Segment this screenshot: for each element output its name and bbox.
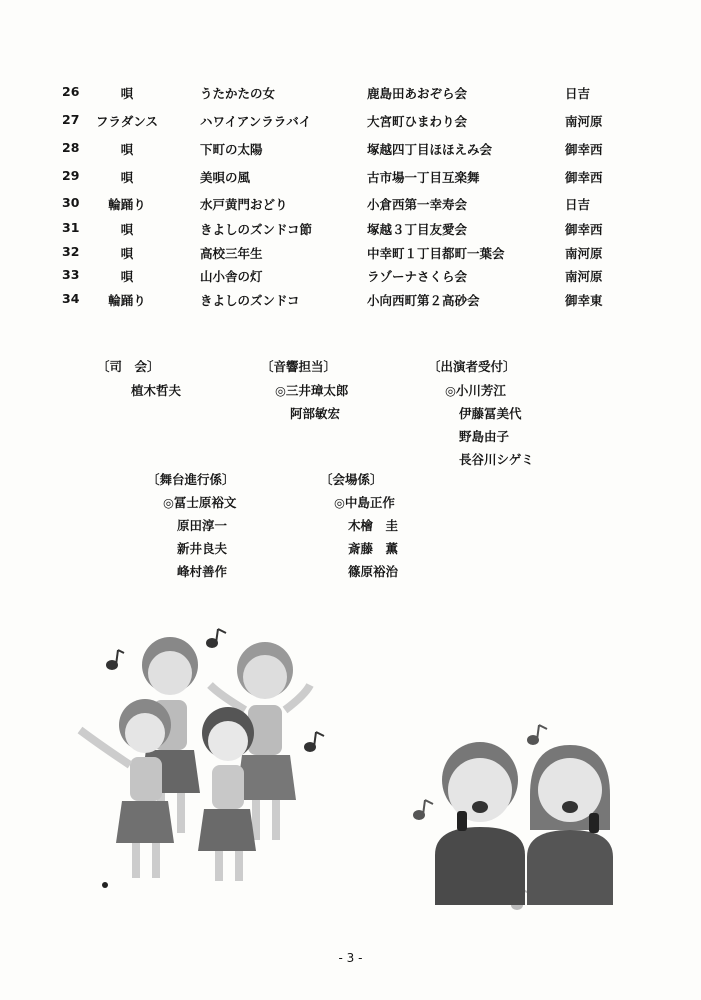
program-number: 34 — [62, 291, 80, 306]
program-number: 27 — [62, 112, 80, 127]
staff-heading-venue: 〔会場係〕 — [320, 472, 383, 487]
staff-heading-reception: 〔出演者受付〕 — [428, 359, 516, 374]
staff-name: 原田淳一 — [177, 518, 228, 533]
program-group: 塚越四丁目ほほえみ会 — [367, 142, 493, 157]
program-title: 山小舎の灯 — [200, 269, 263, 284]
program-area: 御幸西 — [565, 222, 603, 237]
program-genre: 唄 — [120, 170, 134, 185]
staff-heading-sound: 〔音響担当〕 — [261, 359, 337, 374]
staff-name: ◎三井璋太郎 — [275, 383, 349, 398]
table-row — [60, 244, 620, 264]
program-number: 26 — [62, 84, 80, 99]
program-genre: 唄 — [120, 142, 134, 157]
staff-name: ◎冨士原裕文 — [163, 495, 237, 510]
table-row — [60, 220, 620, 240]
program-group: 古市場一丁目互楽舞 — [367, 170, 480, 185]
program-number: 31 — [62, 220, 80, 235]
program-title: 美唄の風 — [200, 170, 251, 185]
staff-name: 阿部敏宏 — [290, 406, 341, 421]
hula-dancers-icon — [60, 615, 340, 895]
table-row — [60, 267, 620, 287]
staff-name: 新井良夫 — [177, 541, 228, 556]
program-area: 御幸東 — [565, 293, 603, 308]
program-area: 日吉 — [565, 86, 591, 101]
program-group: 中幸町１丁目都町一葉会 — [367, 246, 505, 261]
program-genre: 輪踊り — [108, 293, 146, 308]
program-number: 30 — [62, 195, 80, 210]
page-number: - 3 - — [338, 951, 363, 965]
program-genre: 唄 — [120, 222, 134, 237]
program-title: うたかたの女 — [200, 86, 276, 101]
program-title: きよしのズンドコ — [200, 293, 300, 308]
table-row — [60, 168, 620, 188]
program-title: 高校三年生 — [200, 246, 263, 261]
program-genre: フラダンス — [95, 114, 159, 129]
program-group: ラゾーナさくら会 — [367, 269, 468, 284]
program-number: 28 — [62, 140, 80, 155]
staff-name: ◎小川芳江 — [445, 383, 506, 398]
program-genre: 唄 — [120, 86, 134, 101]
staff-name: 野島由子 — [459, 429, 510, 444]
program-area: 南河原 — [565, 246, 603, 261]
program-title: 水戸黄門おどり — [200, 197, 288, 212]
staff-name: 木檜 圭 — [348, 518, 399, 533]
program-group: 塚越３丁目友愛会 — [367, 222, 468, 237]
staff-name: 植木哲夫 — [131, 383, 182, 398]
program-number: 33 — [62, 267, 80, 282]
staff-name: 長谷川シゲミ — [459, 452, 534, 467]
staff-name: 篠原裕治 — [348, 564, 399, 579]
program-genre: 輪踊り — [108, 197, 146, 212]
program-title: 下町の太陽 — [200, 142, 263, 157]
program-title: ハワイアンララバイ — [200, 114, 312, 129]
table-row — [60, 112, 620, 132]
table-row — [60, 140, 620, 160]
karaoke-singers-icon — [405, 715, 635, 915]
program-group: 小向西町第２高砂会 — [367, 293, 480, 308]
staff-heading-stage: 〔舞台進行係〕 — [147, 472, 235, 487]
program-genre: 唄 — [120, 269, 134, 284]
table-row — [60, 291, 620, 311]
program-area: 御幸西 — [565, 142, 603, 157]
program-group: 小倉西第一幸寿会 — [367, 197, 468, 212]
staff-name: 峰村善作 — [177, 564, 228, 579]
table-row — [60, 195, 620, 215]
staff-heading-mc: 〔司 会〕 — [97, 359, 160, 374]
staff-name: 伊藤冨美代 — [459, 406, 522, 421]
program-area: 御幸西 — [565, 170, 603, 185]
program-area: 南河原 — [565, 269, 603, 284]
program-number: 32 — [62, 244, 80, 259]
program-area: 日吉 — [565, 197, 591, 212]
program-genre: 唄 — [120, 246, 134, 261]
program-number: 29 — [62, 168, 80, 183]
program-area: 南河原 — [565, 114, 603, 129]
program-title: きよしのズンドコ節 — [200, 222, 313, 237]
table-row — [60, 84, 620, 104]
staff-name: ◎中島正作 — [334, 495, 395, 510]
program-group: 鹿島田あおぞら会 — [367, 86, 468, 101]
program-group: 大宮町ひまわり会 — [367, 114, 468, 129]
staff-name: 斎藤 薫 — [348, 541, 399, 556]
